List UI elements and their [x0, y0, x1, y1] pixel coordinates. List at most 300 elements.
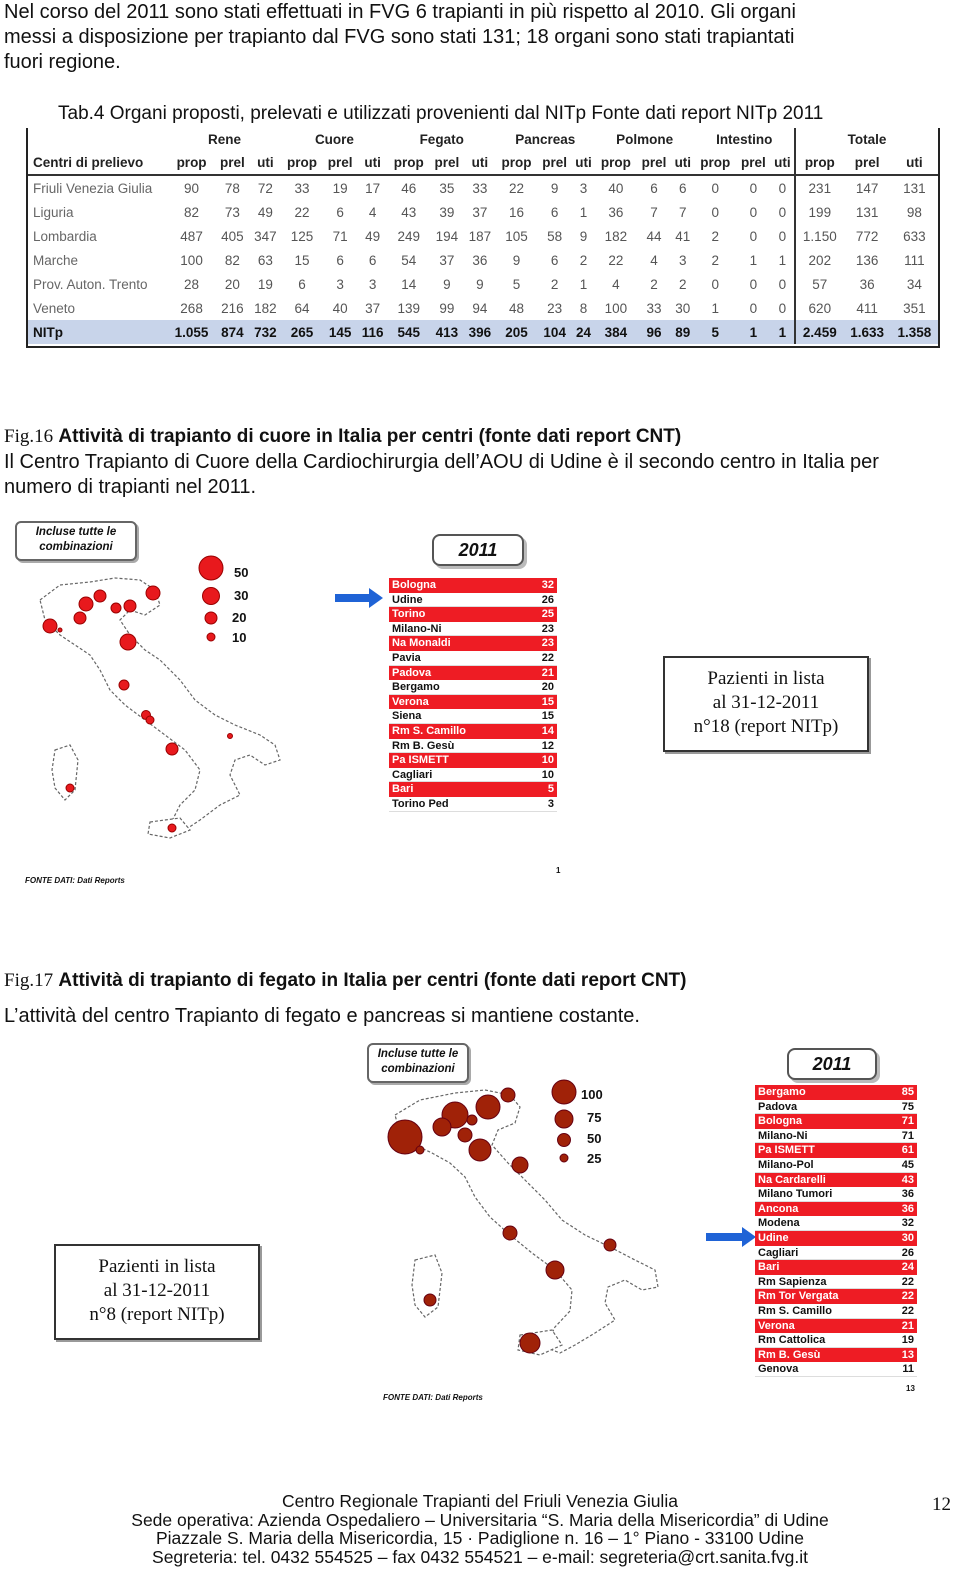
center-row — [755, 1158, 917, 1173]
table-cell: 34 — [906, 276, 922, 292]
sub-header: uti — [774, 154, 791, 170]
center-row — [755, 1304, 917, 1319]
table-cell: 111 — [904, 252, 925, 268]
row-center-name: Prov. Auton. Trento — [33, 276, 148, 292]
table-cell: 9 — [512, 252, 521, 268]
center-row — [755, 1202, 917, 1217]
table-cell: 396 — [464, 320, 495, 344]
center-row — [389, 578, 557, 593]
fig16-label: Fig.16 — [4, 426, 54, 447]
intro-line-1: Nel corso del 2011 sono stati effettuati in FVG 6 trapianti in più rispetto al 2010. Gli organi — [4, 1, 796, 23]
table-cell: 40 — [332, 300, 348, 316]
bubble-padova — [476, 1095, 500, 1119]
bubble-napoli — [546, 1261, 564, 1279]
fig16-text — [4, 450, 879, 500]
table-cell: 46 — [401, 180, 417, 196]
table-cell: 3 — [336, 276, 344, 292]
sub-header: prop — [700, 154, 731, 170]
center-value: 21 — [541, 666, 554, 679]
center-value: 45 — [901, 1158, 914, 1171]
center-row — [389, 680, 557, 695]
center-name: Milano-Ni — [758, 1129, 808, 1142]
fig17-legend-100: 100 — [581, 1087, 603, 1102]
bubble-milano-pol — [433, 1118, 451, 1136]
table-cell: 54 — [401, 252, 417, 268]
table-cell: 0 — [749, 228, 758, 244]
table-cell: 4 — [612, 276, 620, 292]
fig16-box-line-1: Pazienti in lista — [707, 668, 825, 689]
table-cell: 6 — [368, 252, 377, 268]
table-cell: 0 — [778, 300, 787, 316]
center-name: Bari — [392, 783, 414, 796]
fig16-year-badge: 2011 — [432, 534, 524, 566]
table-cell: 347 — [254, 228, 277, 244]
fig16-slide-number: 1 — [556, 866, 561, 875]
row-center-name: Marche — [33, 252, 79, 268]
table-cell: 205 — [496, 320, 538, 344]
table-cell: 33 — [294, 180, 310, 196]
table-cell: 1 — [736, 320, 771, 344]
table-cell: 633 — [903, 228, 926, 244]
table-cell: 136 — [855, 252, 879, 268]
center-value: 10 — [541, 768, 554, 781]
fig16-legend-10: 10 — [232, 630, 247, 645]
table-cell: 1 — [771, 320, 795, 344]
center-value: 30 — [901, 1231, 914, 1244]
table-cell: 0 — [711, 276, 719, 292]
sub-header: prop — [600, 154, 631, 170]
bubble-roma — [503, 1226, 517, 1240]
fig17-label: Fig.17 — [4, 970, 54, 991]
bubble-verona — [111, 603, 121, 613]
first-col-header: Centri di prelievo — [33, 154, 144, 170]
fig16-combination-tag: Incluse tutte le combinazioni — [15, 521, 137, 561]
table-cell: 82 — [224, 252, 240, 268]
footer-line-1: Centro Regionale Trapianti del Friuli Venezia Giulia — [282, 1491, 678, 1511]
center-value: 22 — [901, 1275, 914, 1288]
table-cell: 5 — [512, 276, 521, 292]
group-header: Pancreas — [515, 131, 576, 147]
group-header: Polmone — [616, 131, 674, 147]
center-value: 36 — [901, 1188, 914, 1201]
table-cell: 1.358 — [891, 320, 938, 344]
table-cell: 0 — [778, 180, 787, 196]
center-row — [389, 753, 557, 768]
table-cell: 1 — [778, 252, 787, 268]
table-cell: 1.633 — [844, 320, 891, 344]
table-cell: 23 — [547, 300, 563, 316]
table-cell: 20 — [224, 276, 240, 292]
table-cell: 7 — [679, 204, 687, 220]
table-cell: 231 — [795, 175, 844, 200]
table-cell: 1 — [579, 276, 588, 292]
table-cell: 182 — [254, 300, 277, 316]
center-row — [389, 739, 557, 754]
bubble-pavia — [74, 612, 86, 624]
table-cell: 7 — [650, 204, 658, 220]
center-name: Pa ISMETT — [392, 754, 449, 767]
sub-header: prel — [220, 154, 245, 170]
table-cell: 36 — [608, 204, 624, 220]
table-cell: 104 — [537, 320, 572, 344]
table-cell: 1.055 — [168, 320, 215, 344]
table-cell: 99 — [439, 300, 455, 316]
bubble-bari — [228, 734, 233, 739]
center-row — [755, 1348, 917, 1363]
fig17-legend-circles — [548, 1078, 580, 1170]
table-cell: 0 — [778, 228, 787, 244]
table-cell: 268 — [180, 300, 203, 316]
center-value: 12 — [541, 739, 554, 752]
table-cell: 2 — [711, 252, 719, 268]
center-name: Milano Tumori — [758, 1188, 833, 1201]
fig16-text-1: Il Centro Trapianto di Cuore della Cardiochirurgia dell’AOU di Udine è il secondo centro in Italia per — [4, 451, 879, 473]
table-cell: 216 — [221, 300, 244, 316]
center-value: 11 — [902, 1363, 914, 1376]
table-cell: 22 — [608, 252, 624, 268]
table-cell: 41 — [675, 228, 691, 244]
table-cell: 78 — [224, 180, 240, 196]
fig17-box-line-1: Pazienti in lista — [98, 1256, 216, 1277]
table-cell: 131 — [903, 180, 926, 196]
table-cell: 9 — [579, 228, 588, 244]
bubble-udine — [501, 1088, 515, 1102]
center-row — [755, 1260, 917, 1275]
table-cell: 732 — [250, 320, 281, 344]
sub-header: uti — [471, 154, 489, 170]
center-name: Cagliari — [392, 768, 433, 781]
center-value: 5 — [547, 783, 554, 796]
table-cell: 0 — [778, 276, 787, 292]
sub-header: prop — [286, 154, 317, 170]
center-value: 15 — [541, 695, 554, 708]
center-value: 36 — [901, 1202, 914, 1215]
group-header: Cuore — [314, 131, 354, 147]
center-name: Rm B. Gesù — [758, 1348, 821, 1361]
sub-header: prel — [741, 154, 766, 170]
footer-line-4: Segreteria: tel. 0432 554525 – fax 0432 554521 – e-mail: segreteria@crt.sanita.fvg.it — [152, 1546, 808, 1567]
table-cell: 2 — [679, 276, 687, 292]
table-cell: 249 — [397, 228, 420, 244]
intro-line-2: messi a disposizione per trapianto dal FVG sono stati 131; 18 organi sono stati trapiantati — [4, 26, 795, 48]
table-cell: 19 — [257, 276, 273, 292]
table-cell: 147 — [855, 180, 879, 196]
fig17-legend-25: 25 — [587, 1151, 602, 1166]
table-cell: 72 — [257, 180, 273, 196]
center-row — [389, 593, 557, 608]
center-name: Rm Cattolica — [758, 1334, 826, 1347]
table-cell: 6 — [550, 204, 559, 220]
table-cell: 6 — [298, 276, 306, 292]
table-cell: 2 — [550, 276, 559, 292]
intro-paragraph — [4, 0, 796, 75]
center-row — [389, 651, 557, 666]
table-cell: 22 — [294, 204, 310, 220]
fig17-text: L’attività del centro Trapianto di fegato e pancreas si mantiene costante. — [4, 1005, 640, 1027]
table-cell: 0 — [711, 204, 719, 220]
center-value: 61 — [901, 1144, 914, 1157]
row-center-name: Lombardia — [33, 228, 97, 244]
fig17-title: Attività di trapianto di fegato in Italia per centri (fonte dati report CNT) — [58, 970, 687, 991]
center-value: 26 — [901, 1246, 914, 1259]
table-cell: 874 — [215, 320, 250, 344]
bubble-siena — [119, 680, 129, 690]
center-value: 75 — [901, 1100, 914, 1113]
table-cell: 17 — [365, 180, 381, 196]
table-cell: 3 — [679, 252, 687, 268]
center-value: 10 — [541, 754, 554, 767]
center-row — [755, 1246, 917, 1261]
center-row — [755, 1143, 917, 1158]
center-row — [389, 636, 557, 651]
fig16-box-line-2: al 31-12-2011 — [712, 692, 820, 713]
table-cell: 202 — [795, 248, 844, 272]
bubble-torino — [43, 619, 57, 633]
center-row — [389, 797, 557, 812]
table-cell: 9 — [443, 276, 451, 292]
center-value: 71 — [901, 1115, 914, 1128]
center-row — [755, 1275, 917, 1290]
center-name: Padova — [392, 666, 432, 679]
bubble-genova — [416, 1146, 424, 1154]
table-cell: 30 — [675, 300, 691, 316]
center-name: Milano-Pol — [758, 1158, 814, 1171]
center-row — [755, 1114, 917, 1129]
center-row — [389, 622, 557, 637]
sub-header: prel — [854, 154, 880, 170]
table-cell: 2.459 — [795, 320, 844, 344]
footer-line-2: Sede operativa: Azienda Ospedaliero – Universitaria “S. Maria della Misericordia” di Udine — [131, 1509, 829, 1530]
center-name: Torino Ped — [392, 797, 449, 810]
table-total-row — [28, 320, 938, 344]
fig17-slide-number: 13 — [906, 1384, 915, 1393]
table-caption: Tab.4 Organi proposti, prelevati e utilizzati provenienti dal NITp Fonte dati report NITp 2011 — [58, 103, 824, 124]
table-cell: 105 — [505, 228, 528, 244]
table-row — [28, 248, 938, 272]
fig16-source: FONTE DATI: Dati Reports — [25, 876, 125, 885]
footer-line-3: Piazzale S. Maria della Misericordia, 15 · Padiglione n. 16 – 1° Piano - 33100 Udine — [155, 1528, 805, 1548]
center-value: 15 — [541, 710, 554, 723]
fig16-patients-box — [663, 656, 869, 752]
table-cell: 36 — [859, 276, 875, 292]
fig17-legend-75: 75 — [587, 1110, 602, 1125]
table-cell: 43 — [401, 204, 417, 220]
center-value: 3 — [547, 797, 554, 810]
table-cell: 8 — [579, 300, 588, 316]
table-cell: 58 — [547, 228, 563, 244]
table-cell: 48 — [508, 300, 525, 316]
table-cell: 22 — [508, 180, 525, 196]
sub-header: uti — [575, 154, 592, 170]
table-cell: 44 — [646, 228, 662, 244]
center-name: Ancona — [758, 1202, 799, 1215]
center-value: 32 — [541, 579, 554, 591]
table-cell: 73 — [224, 204, 240, 220]
center-name: Verona — [758, 1319, 795, 1332]
table-cell: 37 — [472, 204, 488, 220]
center-row — [755, 1085, 917, 1100]
center-value: 26 — [541, 593, 554, 606]
center-value: 43 — [901, 1173, 914, 1186]
center-name: Siena — [392, 710, 422, 723]
table-cell: 98 — [906, 204, 922, 220]
center-name: Cagliari — [758, 1246, 799, 1259]
table-cell: 33 — [472, 180, 488, 196]
table-cell: 6 — [679, 180, 687, 196]
center-name: Rm Tor Vergata — [758, 1290, 839, 1303]
fig17-legend-50: 50 — [587, 1131, 602, 1146]
center-value: 71 — [901, 1129, 914, 1142]
fig16-italy-map — [20, 560, 290, 850]
table-cell: 487 — [180, 228, 203, 244]
table-cell: 96 — [637, 320, 672, 344]
table-cell: 2 — [711, 228, 719, 244]
center-name: Bologna — [392, 579, 436, 591]
center-value: 25 — [541, 608, 554, 621]
sub-header: prop — [501, 154, 532, 170]
organs-table — [26, 128, 940, 348]
table-cell: 1 — [749, 252, 758, 268]
table-cell: 405 — [221, 228, 244, 244]
table-cell: 413 — [430, 320, 465, 344]
sub-header: uti — [257, 154, 274, 170]
table-cell: 6 — [336, 204, 344, 220]
table-cell: 28 — [184, 276, 200, 292]
center-row — [755, 1362, 917, 1377]
center-name: Na Cardarelli — [758, 1173, 826, 1186]
table-cell: 14 — [401, 276, 417, 292]
table-cell: 64 — [294, 300, 310, 316]
table-cell: 0 — [749, 180, 758, 196]
fig17-year-badge: 2011 — [787, 1048, 877, 1080]
bubble-padova — [124, 600, 136, 612]
center-name: Bologna — [758, 1115, 802, 1128]
fig17-source: FONTE DATI: Dati Reports — [383, 1393, 483, 1402]
center-row — [755, 1333, 917, 1348]
table-cell: 39 — [439, 204, 455, 220]
center-row — [755, 1187, 917, 1202]
row-center-name: Liguria — [33, 204, 74, 220]
table-cell: 37 — [439, 252, 455, 268]
fig16-title: Attività di trapianto di cuore in Italia per centri (fonte dati report CNT) — [58, 426, 682, 447]
center-name: Rm Sapienza — [758, 1275, 827, 1288]
center-value: 14 — [541, 724, 554, 737]
center-value: 19 — [901, 1334, 914, 1347]
table-cell: 1 — [579, 204, 588, 220]
table-row — [28, 272, 938, 296]
bubble-ancona — [512, 1157, 528, 1173]
fig17-center-list — [755, 1085, 917, 1377]
bubble-napoli — [166, 743, 178, 755]
table-cell: 49 — [365, 228, 381, 244]
center-row — [389, 666, 557, 681]
center-name: Modena — [758, 1217, 800, 1230]
table-cell: 116 — [357, 320, 387, 344]
row-center-name: Friuli Venezia Giulia — [33, 180, 153, 196]
sub-header: prel — [542, 154, 568, 170]
table-cell: 89 — [671, 320, 694, 344]
center-value: 24 — [901, 1261, 914, 1274]
center-row — [389, 709, 557, 724]
table-cell: 33 — [646, 300, 662, 316]
table-cell: 1 — [711, 300, 719, 316]
bubble-modena — [458, 1128, 472, 1142]
table-cell: 19 — [332, 180, 348, 196]
table-row — [28, 175, 938, 200]
table-cell: 351 — [903, 300, 926, 316]
table-cell: 63 — [257, 252, 273, 268]
group-header: Fegato — [419, 131, 464, 147]
table-cell: 9 — [476, 276, 484, 292]
intro-line-3: fuori regione. — [4, 51, 121, 73]
center-name: Milano-Ni — [392, 622, 442, 635]
table-cell: 9 — [550, 180, 559, 196]
table-cell: 0 — [749, 300, 758, 316]
center-row — [389, 782, 557, 797]
table-cell: 36 — [472, 252, 488, 268]
table-cell: 15 — [294, 252, 310, 268]
fig16-legend-30: 30 — [234, 588, 249, 603]
fig16-box-line-3: n°18 (report NITp) — [693, 716, 839, 737]
center-name: Bari — [758, 1261, 780, 1274]
bubble-udine — [146, 586, 160, 600]
center-name: Udine — [758, 1231, 789, 1244]
fig17-combination-tag: Incluse tutte le combinazioni — [367, 1043, 469, 1083]
table-cell: 57 — [795, 272, 844, 296]
fig16-legend-circles — [196, 554, 228, 650]
table-cell: 35 — [439, 180, 455, 196]
table-cell: 199 — [795, 200, 844, 224]
table-cell: 384 — [595, 320, 637, 344]
center-name: Torino — [392, 608, 426, 621]
table-cell: 139 — [397, 300, 420, 316]
table-cell: 2 — [650, 276, 658, 292]
group-header: Totale — [795, 128, 938, 150]
sub-header: prel — [434, 154, 460, 170]
fig16-legend-50: 50 — [234, 565, 249, 580]
table-cell: 0 — [778, 204, 787, 220]
table-cell: 131 — [855, 204, 879, 220]
center-value: 85 — [901, 1086, 914, 1098]
center-name: Bergamo — [392, 681, 440, 694]
fig16-center-list — [389, 578, 557, 812]
table-cell: 4 — [650, 252, 658, 268]
sub-header: prop — [176, 154, 207, 170]
table-cell: 100 — [180, 252, 203, 268]
bubble-palermo — [168, 824, 176, 832]
fig16-arrow-icon — [335, 588, 385, 608]
table-row — [28, 224, 938, 248]
table-cell: 5 — [694, 320, 736, 344]
sub-header: prop — [795, 150, 844, 175]
table-row — [28, 200, 938, 224]
table-cell: 24 — [572, 320, 595, 344]
table-cell: 6 — [336, 252, 344, 268]
group-header: Intestino — [716, 131, 773, 147]
row-center-name: Veneto — [33, 300, 76, 316]
center-row — [755, 1100, 917, 1115]
center-row — [755, 1173, 917, 1188]
fig16-legend-20: 20 — [232, 610, 247, 625]
table-cell: 3 — [579, 180, 588, 196]
center-value: 22 — [901, 1290, 914, 1303]
center-name: Rm S. Camillo — [392, 724, 466, 737]
center-name: Genova — [758, 1363, 799, 1376]
center-value: 22 — [541, 651, 554, 664]
bubble-bari — [604, 1239, 616, 1251]
table-cell: 545 — [388, 320, 430, 344]
sub-header: uti — [906, 154, 923, 170]
